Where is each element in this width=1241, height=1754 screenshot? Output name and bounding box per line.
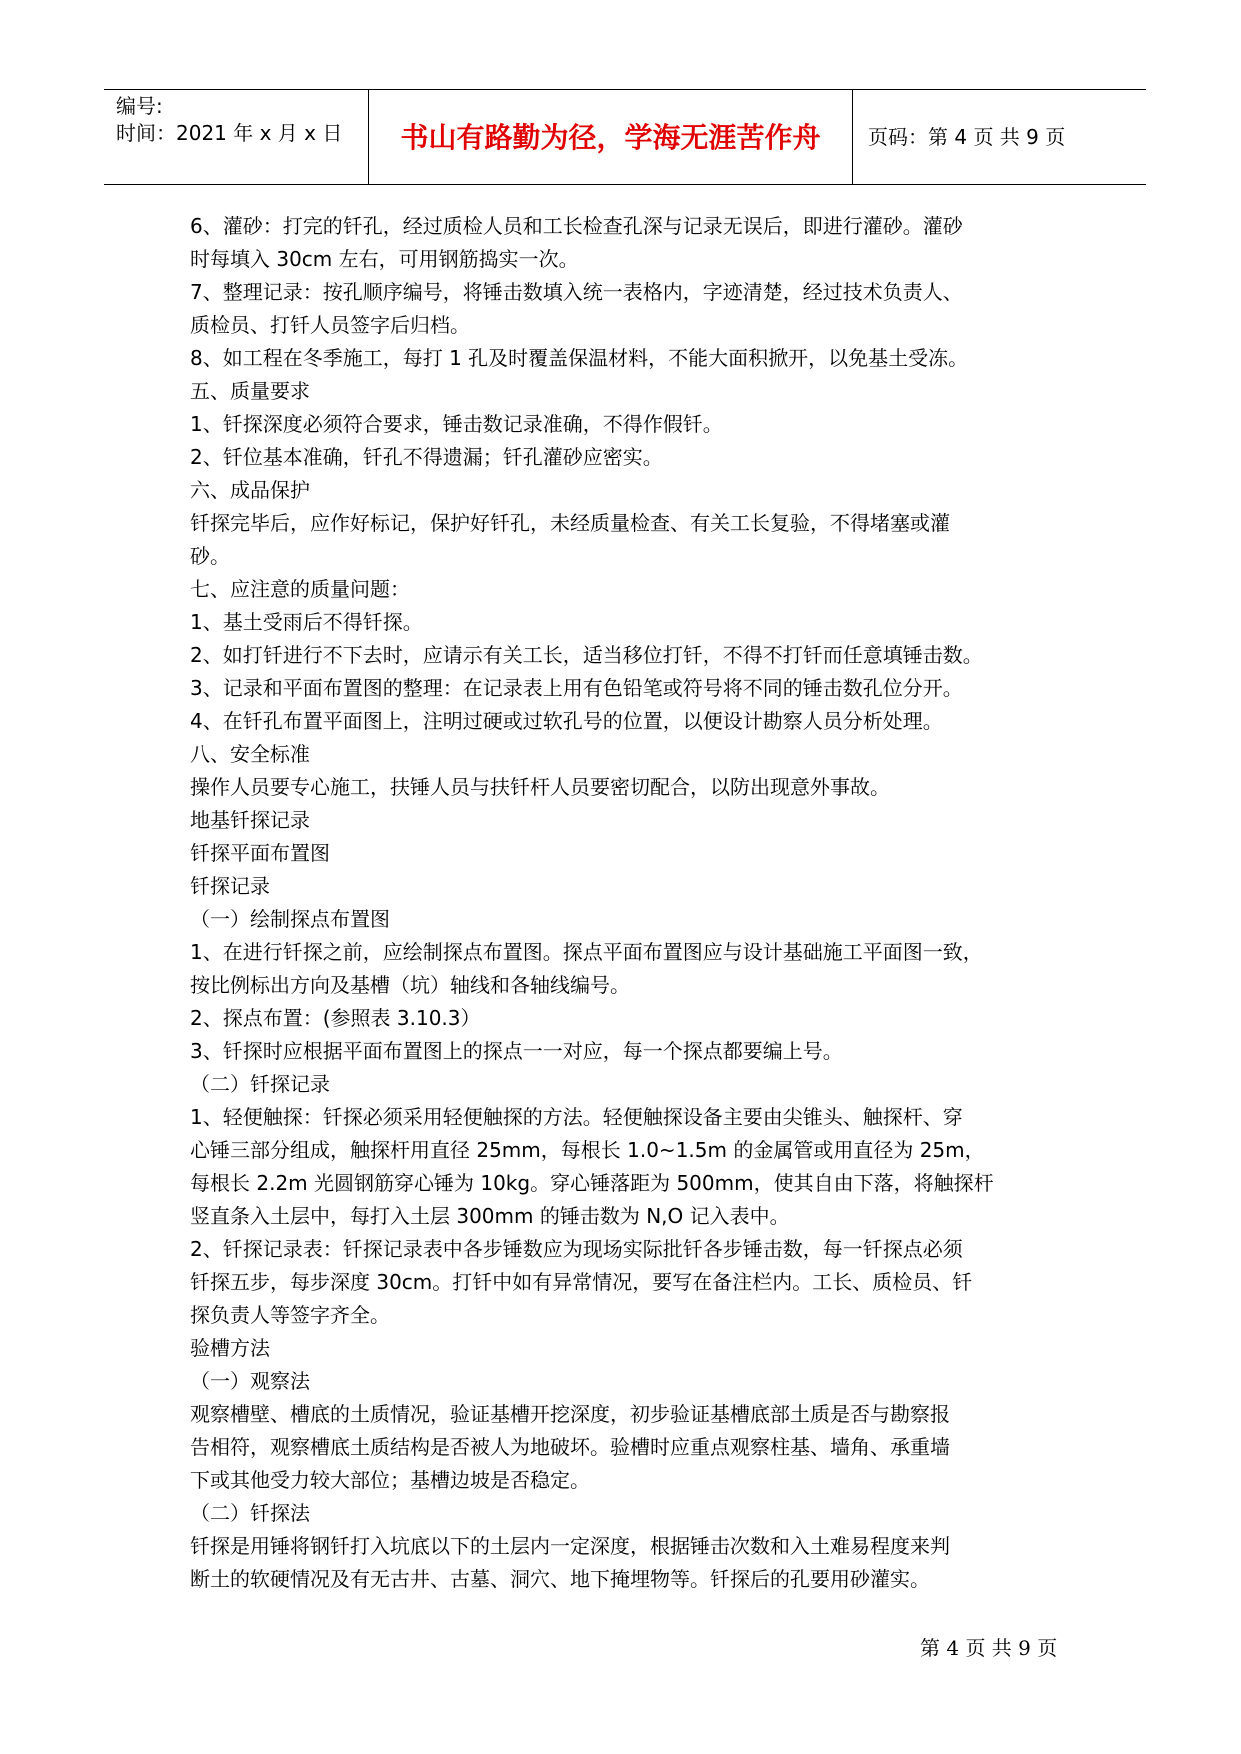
- body-line: 钎探五步，每步深度 30cm。打钎中如有异常情况，要写在备注栏内。工长、质检员、钎: [190, 1270, 973, 1294]
- body-line: 探负责人等签字齐全。: [190, 1303, 390, 1327]
- body-line: 2、钎探记录表：钎探记录表中各步锤数应为现场实际批钎各步锤击数，每一钎探点必须: [190, 1237, 963, 1261]
- body-line: 1、在进行钎探之前，应绘制探点布置图。探点平面布置图应与设计基础施工平面图一致，: [190, 940, 983, 964]
- page-header: [104, 89, 1146, 185]
- section-heading: 七、应注意的质量问题：: [190, 577, 410, 601]
- body-line: 2、钎位基本准确，钎孔不得遗漏；钎孔灌砂应密实。: [190, 445, 663, 469]
- body-line: 操作人员要专心施工，扶锤人员与扶钎杆人员要密切配合，以防出现意外事故。: [190, 775, 890, 799]
- page-footer: 第 4 页 共 9 页: [920, 1636, 1058, 1660]
- section-heading: 钎探记录: [190, 874, 270, 898]
- body-line: 心锤三部分组成，触探杆用直径 25mm，每根长 1.0~1.5m 的金属管或用直径为 25m，: [190, 1138, 985, 1162]
- body-line: 2、探点布置：(参照表 3.10.3）: [190, 1006, 481, 1030]
- body-line: 时每填入 30cm 左右，可用钢筋捣实一次。: [190, 247, 579, 271]
- body-line: 钎探完毕后，应作好标记，保护好钎孔，未经质量检查、有关工长复验，不得堵塞或灌: [190, 511, 950, 535]
- body-line: 7、整理记录：按孔顺序编号，将锤击数填入统一表格内，字迹清楚，经过技术负责人、: [190, 280, 963, 304]
- body-line: 3、记录和平面布置图的整理：在记录表上用有色铅笔或符号将不同的锤击数孔位分开。: [190, 676, 963, 700]
- body-line: 下或其他受力较大部位；基槽边坡是否稳定。: [190, 1468, 590, 1492]
- header-motto: 书山有路勤为径，学海无涯苦作舟: [400, 121, 821, 154]
- body-line: 告相符，观察槽底土质结构是否被人为地破坏。验槽时应重点观察柱基、墙角、承重墙: [190, 1435, 950, 1459]
- body-line: 竖直条入土层中，每打入土层 300mm 的锤击数为 N,O 记入表中。: [190, 1204, 790, 1228]
- section-heading: 地基钎探记录: [190, 808, 310, 832]
- document-number-label: 编号:: [116, 94, 163, 118]
- body-line: 6、灌砂：打完的钎孔，经过质检人员和工长检查孔深与记录无误后，即进行灌砂。灌砂: [190, 214, 963, 238]
- subsection-heading: （二）钎探法: [190, 1501, 310, 1525]
- body-line: 质检员、打钎人员签字后归档。: [190, 313, 470, 337]
- header-page-number: 页码：第 4 页 共 9 页: [868, 125, 1066, 149]
- body-line: 断土的软硬情况及有无古井、古墓、洞穴、地下掩埋物等。钎探后的孔要用砂灌实。: [190, 1567, 930, 1591]
- body-line: 砂。: [190, 544, 230, 568]
- subsection-heading: （一）绘制探点布置图: [190, 907, 390, 931]
- header-right-cell: [854, 90, 1146, 184]
- body-line: 2、如打钎进行不下去时，应请示有关工长，适当移位打钎，不得不打钎而任意填锤击数。: [190, 643, 983, 667]
- body-line: 按比例标出方向及基槽（坑）轴线和各轴线编号。: [190, 973, 630, 997]
- body-line: 观察槽壁、槽底的土质情况，验证基槽开挖深度，初步验证基槽底部土质是否与勘察报: [190, 1402, 950, 1426]
- document-body: [190, 210, 1040, 1596]
- body-line: 1、基土受雨后不得钎探。: [190, 610, 423, 634]
- body-line: 8、如工程在冬季施工，每打 1 孔及时覆盖保温材料，不能大面积掀开，以免基土受冻。: [190, 346, 969, 370]
- body-line: 钎探是用锤将钢钎打入坑底以下的土层内一定深度，根据锤击次数和入土难易程度来判: [190, 1534, 950, 1558]
- body-line: 1、轻便触探：钎探必须采用轻便触探的方法。轻便触探设备主要由尖锥头、触探杆、穿: [190, 1105, 963, 1129]
- subsection-heading: （一）观察法: [190, 1369, 310, 1393]
- section-heading: 五、质量要求: [190, 379, 310, 403]
- body-line: 每根长 2.2m 光圆钢筋穿心锤为 10kg。穿心锤落距为 500mm，使其自由下落，将触探杆: [190, 1171, 994, 1195]
- section-heading: 验槽方法: [190, 1336, 270, 1360]
- document-time-label: 时间：2021 年 x 月 x 日: [116, 121, 343, 145]
- header-middle-cell: [369, 90, 853, 184]
- section-heading: 六、成品保护: [190, 478, 310, 502]
- body-line: 1、钎探深度必须符合要求，锤击数记录准确，不得作假钎。: [190, 412, 723, 436]
- body-line: 3、钎探时应根据平面布置图上的探点一一对应，每一个探点都要编上号。: [190, 1039, 843, 1063]
- header-left-cell: [104, 90, 369, 184]
- body-line: 4、在钎孔布置平面图上，注明过硬或过软孔号的位置，以便设计勘察人员分析处理。: [190, 709, 943, 733]
- section-heading: 钎探平面布置图: [190, 841, 330, 865]
- section-heading: 八、安全标准: [190, 742, 310, 766]
- subsection-heading: （二）钎探记录: [190, 1072, 330, 1096]
